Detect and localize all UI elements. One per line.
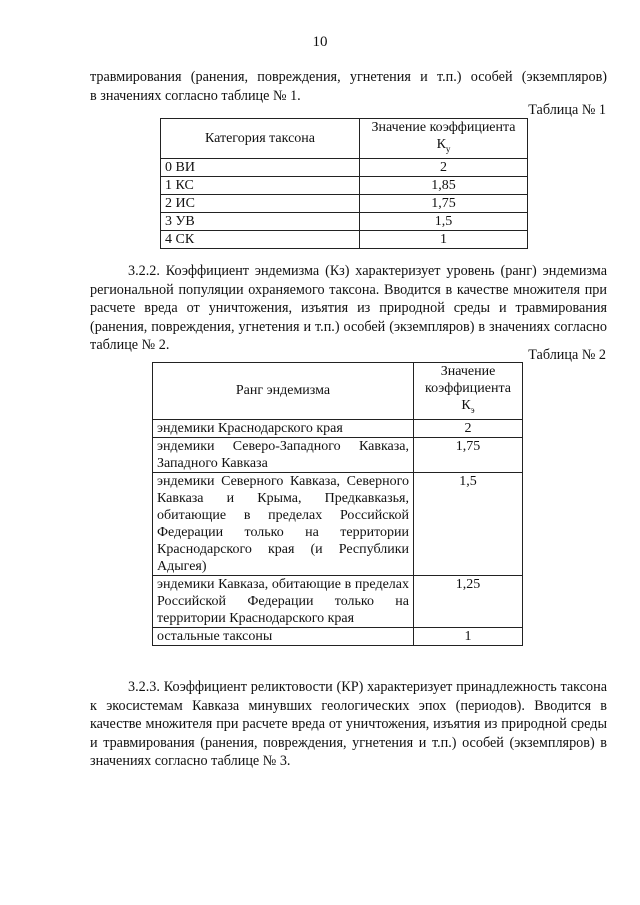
table2-header-value-label-1: Значение xyxy=(440,364,496,379)
table1-value: 1,75 xyxy=(360,194,528,212)
table2-rank: остальные таксоны xyxy=(153,627,414,645)
paragraph-3-2-2: 3.2.2. Коэффициент эндемизма (Кз) характеризует уровень (ранг) эндемизма региональной популяции охраняемого таксона. Вводится в качестве множителя при расчете вреда от уничтожения, изъятия из природной среды и травмирования (ранения, повреждения, угнетения и т.п.) особей (экземпляров) в значениях согласно таблице № 2. xyxy=(90,263,607,353)
table1-category: 2 ИС xyxy=(161,194,360,212)
table2-value: 1,25 xyxy=(414,575,523,627)
table1-category: 4 СК xyxy=(161,230,360,248)
table2-rank: эндемики Кавказа, обитающие в пределах Российской Федерации только на территории Краснодарского края xyxy=(153,575,414,627)
table1-caption: Таблица № 1 xyxy=(528,102,606,118)
table2-header-subscript: э xyxy=(470,404,475,415)
table1-header-value xyxy=(360,119,528,159)
table2-header-symbol: К xyxy=(461,398,471,413)
table1-value: 1,85 xyxy=(360,176,528,194)
table2 xyxy=(152,362,523,646)
table2-rank: эндемики Северо-Западного Кавказа, Западного Кавказа xyxy=(153,437,414,472)
table2-header-value xyxy=(414,363,523,420)
table1-category: 0 ВИ xyxy=(161,158,360,176)
intro-paragraph xyxy=(90,68,607,105)
intro-line-2: в значениях согласно таблице № 1. xyxy=(90,87,301,104)
table1 xyxy=(160,118,528,249)
table2-rank: эндемики Северного Кавказа, Северного Кавказа и Крыма, Предкавказья, обитающие в пределах Российской Федерации только на территории Краснодарского края (и Республики Адыгея) xyxy=(153,472,414,575)
paragraph-3-2-3: 3.2.3. Коэффициент реликтовости (КР) характеризует принадлежность таксона к экосистемам Кавказа минувших геологических эпох (периодов). Вводится в качестве множителя при расчете вреда от уничтожения, изъятия из природной среды и травмирования (ранения, повреждения, угнетения и т.п.) особей (экземпляров) в значениях согласно таблице № 3. xyxy=(90,679,607,769)
table2-rank: эндемики Краснодарского края xyxy=(153,419,414,437)
table2-caption: Таблица № 2 xyxy=(528,347,606,363)
table1-category: 1 КС xyxy=(161,176,360,194)
intro-line-1: травмирования (ранения, повреждения, угнетения и т.п.) особей (экземпляров) xyxy=(90,69,607,85)
table2-value: 1,75 xyxy=(414,437,523,472)
table2-header-rank: Ранг эндемизма xyxy=(153,363,414,420)
table1-header-subscript: у xyxy=(445,143,451,154)
table1-header-symbol: К xyxy=(436,137,446,152)
table1-category: 3 УВ xyxy=(161,212,360,230)
table1-header-value-label: Значение коэффициента xyxy=(371,120,516,135)
table1-header-category: Категория таксона xyxy=(161,119,360,159)
table1-value: 1 xyxy=(360,230,528,248)
table1-value: 1,5 xyxy=(360,212,528,230)
table2-value: 1 xyxy=(414,627,523,645)
table1-value: 2 xyxy=(360,158,528,176)
table2-header-value-label-2: коэффициента xyxy=(425,381,511,396)
table2-value: 2 xyxy=(414,419,523,437)
table2-value: 1,5 xyxy=(414,472,523,575)
page-number: 10 xyxy=(312,34,328,50)
